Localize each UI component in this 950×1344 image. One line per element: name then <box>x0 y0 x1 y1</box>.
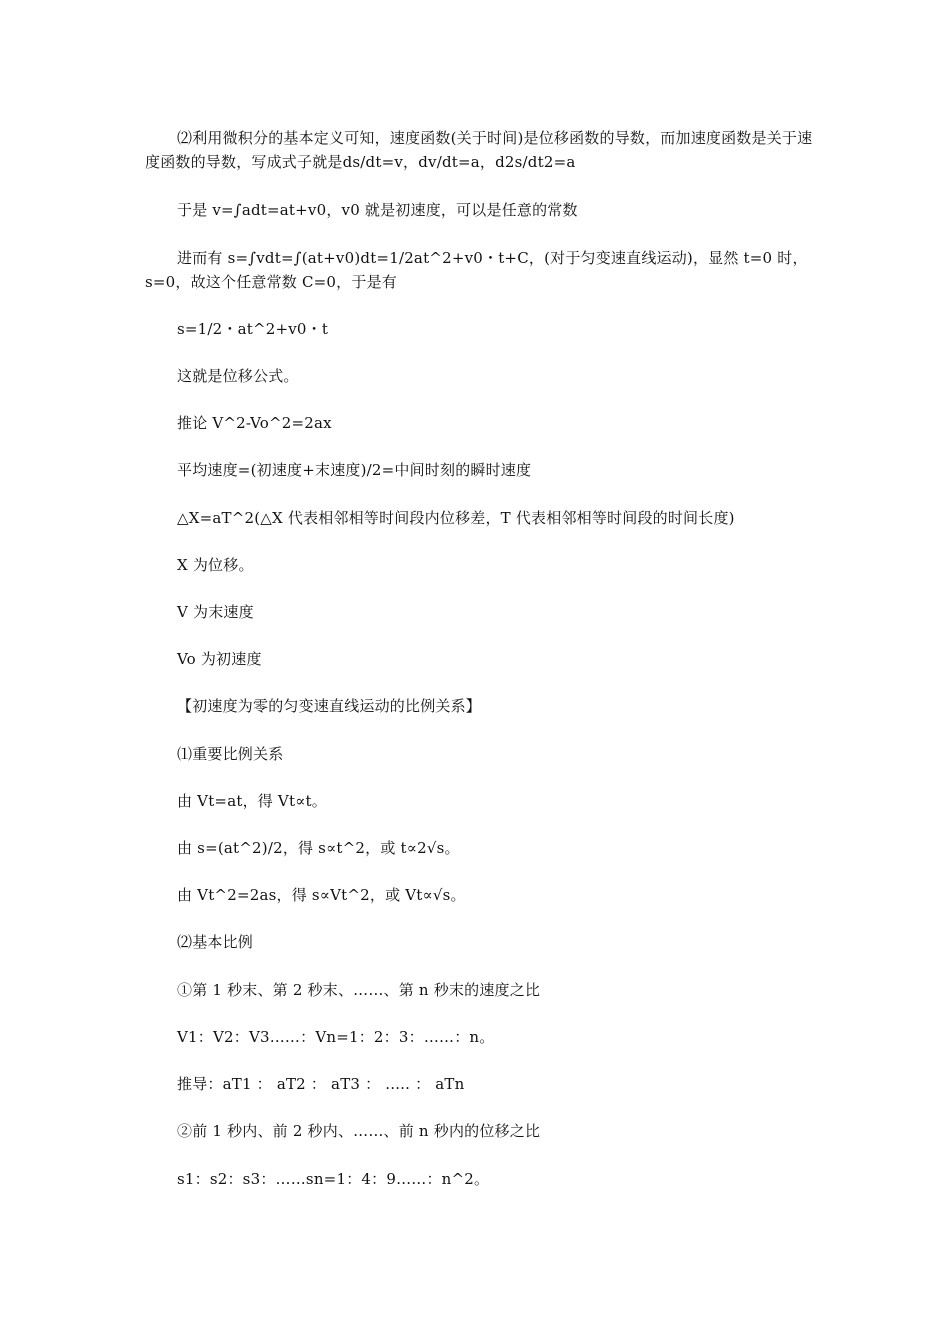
subheading-basic-ratios: ⑵基本比例 <box>177 933 254 951</box>
ratio-velocity-displacement: 由 Vt^2=2as，得 s∝Vt^2，或 Vt∝√s。 <box>177 886 466 904</box>
velocity-ratio-derivation: 推导：aT1 ： aT2 ： aT3 ： ..... ： aTn <box>177 1075 465 1093</box>
velocity-ratio-formula: V1：V2：V3……：Vn=1：2：3：……：n。 <box>177 1028 495 1046</box>
subheading-important-ratios: ⑴重要比例关系 <box>177 745 284 763</box>
paragraph-velocity-integral: 于是 v=∫adt=at+v0，v0 就是初速度，可以是任意的常数 <box>177 201 578 219</box>
displacement-ratio-formula: s1：s2：s3：……sn=1：4：9……：n^2。 <box>177 1170 490 1188</box>
definition-vo: Vo 为初速度 <box>177 650 262 668</box>
displacement-formula: s=1/2・at^2+v0・t <box>177 320 329 338</box>
definition-x: X 为位移。 <box>177 556 254 574</box>
paragraph-displacement-integral: 进而有 s=∫vdt=∫(at+v0)dt=1/2at^2+v0・t+C，(对于匀变速直线运动)，显然 t=0 时，s=0，故这个任意常数 C=0，于是有 <box>145 249 808 291</box>
paragraph-derivative-definition: ⑵利用微积分的基本定义可知，速度函数(关于时间)是位移函数的导数，而加速度函数是关于速度函数的导数，写成式子就是ds/dt=v，dv/dt=a，d2s/dt2=a <box>145 129 813 171</box>
item-displacement-ratio: ②前 1 秒内、前 2 秒内、……、前 n 秒内的位移之比 <box>177 1122 541 1140</box>
section-heading-ratio: 【初速度为零的匀变速直线运动的比例关系】 <box>177 697 482 715</box>
average-velocity-formula: 平均速度=(初速度+末速度)/2=中间时刻的瞬时速度 <box>177 461 532 479</box>
definition-v: V 为末速度 <box>177 603 254 621</box>
item-velocity-ratio: ①第 1 秒末、第 2 秒末、……、第 n 秒末的速度之比 <box>177 981 541 999</box>
ratio-displacement-time: 由 s=(at^2)/2，得 s∝t^2，或 t∝2√s。 <box>177 839 460 857</box>
delta-x-formula: △X=aT^2(△X 代表相邻相等时间段内位移差，T 代表相邻相等时间段的时间长度) <box>177 509 735 527</box>
corollary-formula: 推论 V^2-Vo^2=2ax <box>177 414 332 432</box>
paragraph-displacement-note: 这就是位移公式。 <box>177 367 299 385</box>
ratio-velocity-time: 由 Vt=at，得 Vt∝t。 <box>177 792 327 810</box>
